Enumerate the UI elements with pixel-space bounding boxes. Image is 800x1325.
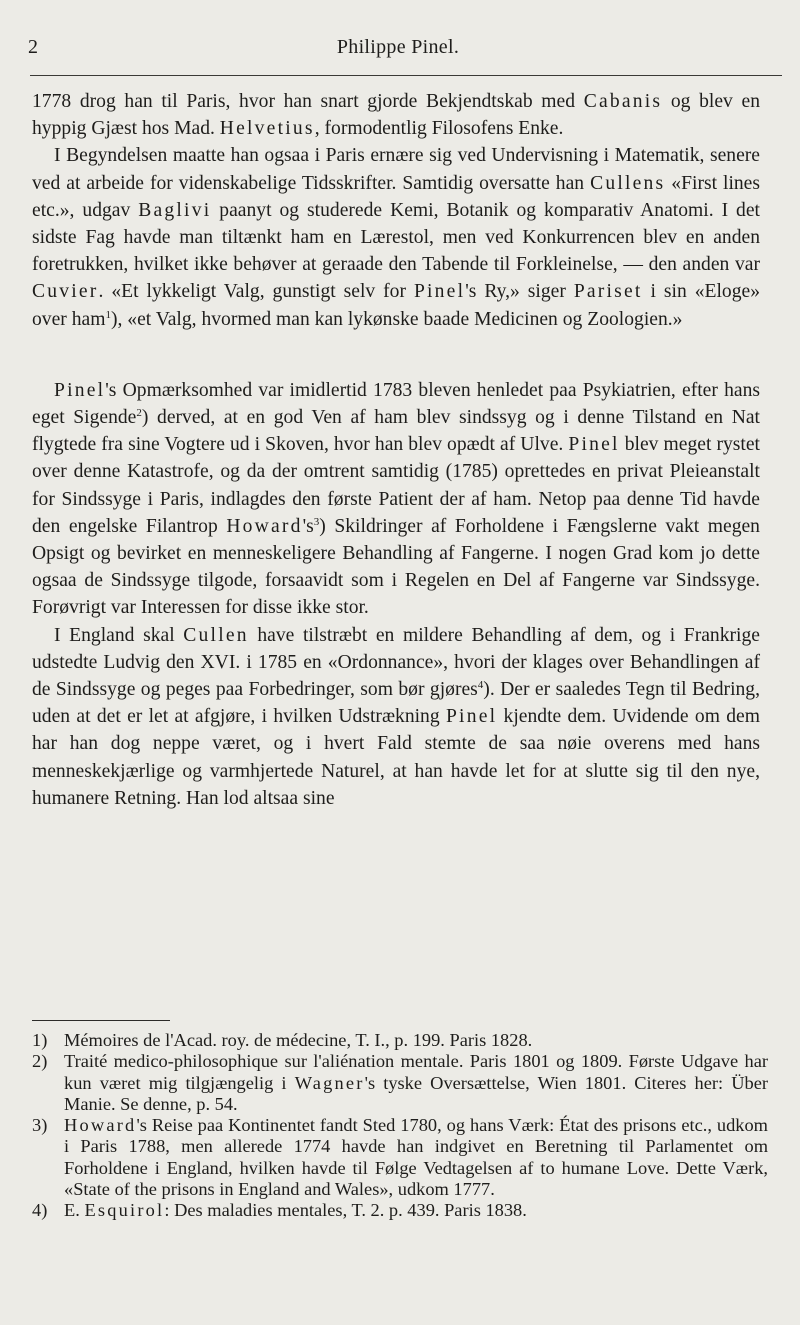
- name-emphasis: Pinel: [54, 379, 106, 401]
- name-emphasis: Cullen: [183, 624, 249, 646]
- text-run: 's: [302, 515, 314, 537]
- name-emphasis: Helvetius: [219, 118, 315, 140]
- paragraph: [32, 622, 760, 812]
- text-run: Mémoires de l'Acad. roy. de médecine, T. I., p. 199. Paris 1828.: [64, 1030, 533, 1050]
- footnote-ref: 1: [105, 308, 111, 321]
- footnote-ref: 2: [136, 407, 142, 420]
- text-run: , formodentlig Filosofens Enke.: [314, 118, 564, 140]
- body-text: [32, 88, 760, 812]
- text-run: ) derved, at en god Ven af ham blev sindssyg og i denne Tilstand en Nat flygtede fra sine Vogtere ud i Skoven, hvor han blev opædt af Ulve.: [32, 407, 760, 456]
- name-emphasis: Wagner: [294, 1072, 365, 1093]
- text-run: i sin «Eloge» over ham: [32, 281, 760, 330]
- page-number: 2: [28, 36, 38, 58]
- text-run: 's Reise paa Kontinentet fandt Sted 1780, og hans Værk: État des prisons etc., udkom i Paris 1788, men allerede 1774 havde han indgivet en Beretning til Parlamentet om Forholdene i England, hvilken havde til Følge Vedtagelsen af to humane Love. Dette Værk, «State of the prisons in England and Wales», udkom 1777.: [64, 1115, 768, 1200]
- name-emphasis: Pinel: [568, 434, 620, 456]
- text-run: E.: [64, 1200, 85, 1221]
- text-run: I England skal: [54, 624, 184, 646]
- text-run: . «Et lykkeligt Valg, gunstigt selv for: [98, 281, 414, 303]
- name-emphasis: Pinel: [413, 281, 466, 303]
- name-emphasis: Cuvier: [32, 281, 99, 303]
- text-run: blev meget rystet over denne Katastrofe, og da der omtrent samtidig (1785) oprettedes en privat Pleieanstalt for Sindssyge i Paris, indlagdes den første Patient der af ham. Netop paa denne Tid havde den engelske Filantrop: [32, 434, 760, 537]
- text-run: og blev en hyppig Gjæst hos Mad.: [32, 91, 760, 140]
- text-run: 1778 drog han til Paris, hvor han snart gjorde Bekjendtskab med: [32, 91, 584, 112]
- footnote: [32, 1051, 768, 1115]
- footnote: [32, 1200, 768, 1221]
- running-title: Philippe Pinel.: [336, 36, 460, 58]
- footnote: [32, 1115, 768, 1200]
- footnotes: [32, 1030, 768, 1222]
- text-run: 's Ry,» siger: [465, 281, 574, 303]
- text-run: : Des maladies mentales, T. 2. p. 439. Paris 1838.: [164, 1200, 527, 1221]
- footnote-mark: 4): [32, 1200, 48, 1221]
- footnote: [32, 1030, 768, 1051]
- text-run: ). Der er saaledes Tegn til Bedring, uden at det er let at afgjøre, i hvilken Udstrækning: [32, 679, 760, 728]
- text-run: ), «et Valg, hvormed man kan lykønske baade Medicinen og Zoologien.»: [110, 308, 683, 330]
- text-run: paanyt og studerede Kemi, Botanik og komparativ Anatomi. I det sidste Fag havde man tiltænkt ham en Lærestol, men ved Konkurrencen blev en anden foretrukken, hvilket ikke behøver at geraade den Tabende til Forkleinelse, — den anden var: [32, 199, 760, 276]
- section-gap: [32, 333, 760, 377]
- footnote-mark: 1): [32, 1030, 48, 1050]
- name-emphasis: Howard: [64, 1115, 137, 1136]
- name-emphasis: Esquirol: [84, 1200, 165, 1221]
- name-emphasis: Cabanis: [583, 91, 663, 112]
- name-emphasis: Howard: [226, 515, 303, 537]
- text-run: 's Opmærksomhed var imidlertid 1783 bleven henledet paa Psykiatrien, efter hans eget Sigende: [32, 379, 760, 429]
- header-rule: [30, 75, 782, 76]
- name-emphasis: Baglivi: [138, 199, 212, 221]
- footnote-rule: [32, 1020, 170, 1021]
- paragraph: [32, 377, 760, 622]
- footnote-mark: 3): [32, 1115, 48, 1136]
- footnote-mark: 2): [32, 1051, 48, 1072]
- page-header: [28, 36, 768, 60]
- footnote-ref: 3: [313, 515, 320, 528]
- footnote-ref: 4: [477, 679, 484, 692]
- text-run: I Begyndelsen maatte han ogsaa i Paris ernære sig ved Undervisning i Matematik, senere ved at arbeide for videnskabelige Tidsskrifter. Samtidig oversatte han: [32, 145, 760, 194]
- text-run: have tilstræbt en mildere Behandling af dem, og i Frankrige udstedte Ludvig den XVI. i 1785 en «Ordonnance», hvori der klages over Behandlingen af de Sindssyge og peges paa Forbedringer, som bør gjøres: [32, 624, 760, 701]
- text-run: 's tyske Oversættelse, Wien 1801. Citeres her: Über Manie. Se denne, p. 54.: [64, 1072, 768, 1114]
- name-emphasis: Cullens: [590, 172, 666, 194]
- paragraph: [32, 88, 760, 142]
- text-run: kjendte dem. Uvidende om dem har han dog neppe været, og i hvert Fald stemte de saa nøie overens med hans menneskekjærlige og varmhjertede Naturel, at han havde let for at slutte sig til den nye, humanere Retning. Han lod altsaa sine: [32, 706, 760, 809]
- name-emphasis: Pinel: [445, 706, 498, 728]
- text-run: Traité medico-philosophique sur l'aliénation mentale. Paris 1801 og 1809. Første Udgave har kun været mig tilgjængelig i: [64, 1051, 768, 1093]
- paragraph: [32, 142, 760, 332]
- text-run: «First lines etc.», udgav: [32, 172, 761, 221]
- name-emphasis: Pariset: [573, 281, 643, 303]
- text-run: ) Skildringer af Forholdene i Fængslerne vakt megen Opsigt og bevirket en menneskeligere Behandling af Fangerne. I nogen Grad kom jo dette ogsaa de Sindssyge tilgode, forsaavidt som i Regelen en Del af Fangerne var Sindssyge. Forøvrigt var Interessen for disse ikke stor.: [32, 515, 760, 619]
